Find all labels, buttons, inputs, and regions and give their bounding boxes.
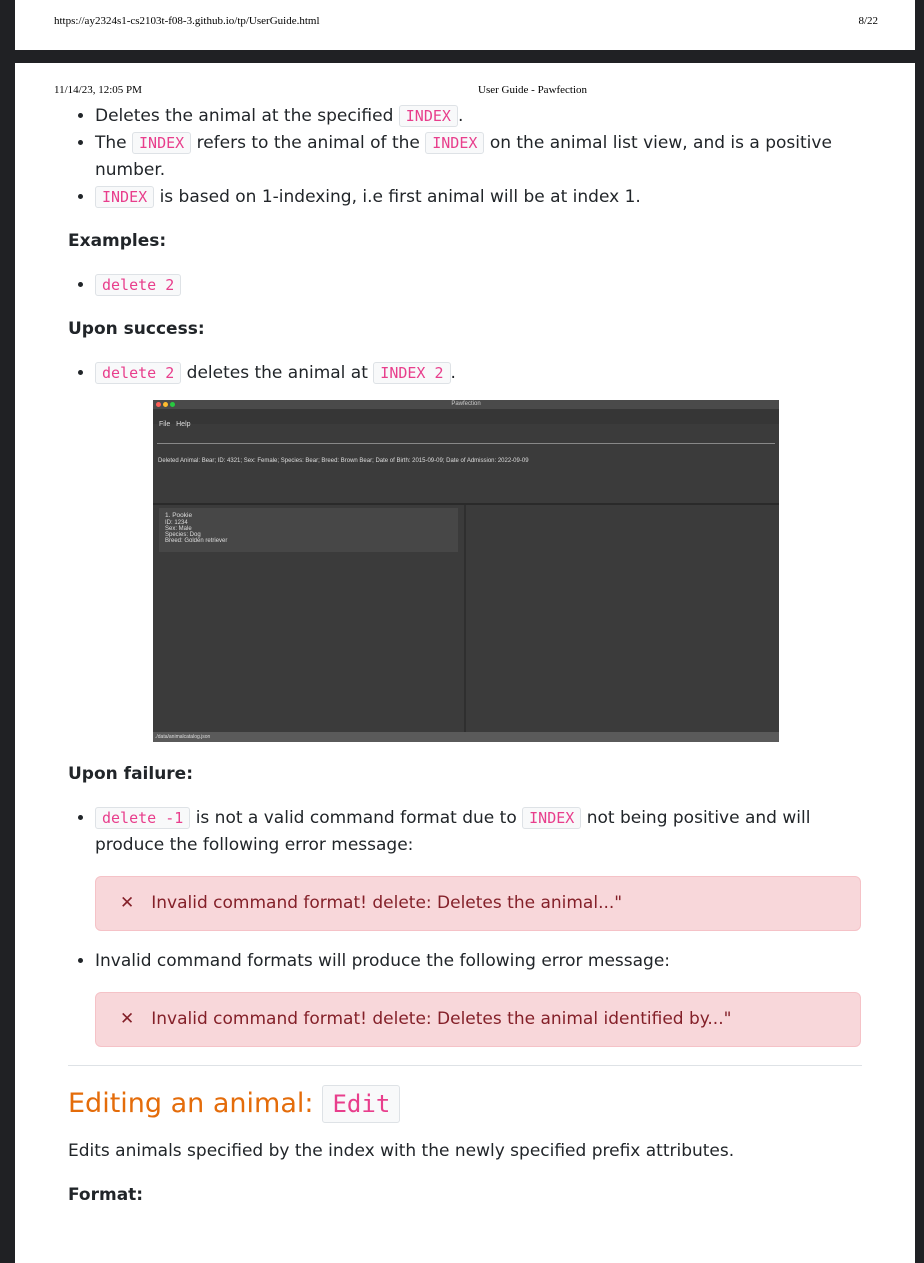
edit-description: Edits animals specified by the index with the newly specified prefix attributes. <box>68 1141 735 1161</box>
result-display: Deleted Animal: Bear; ID: 4321; Sex: Female; Species: Bear; Breed: Brown Bear; Date of Birth: 2015-09-09; Date of Admission: 2022-09-09 <box>158 458 529 464</box>
animal-card: 1. Pookie ID: 1234 Sex: Male Species: Dog Breed: Golden retriever <box>159 508 458 552</box>
app-menubar <box>153 409 779 428</box>
command-box <box>157 430 775 444</box>
menu-help: Help <box>176 421 191 428</box>
success-list <box>68 360 862 387</box>
print-datetime: 11/14/23, 12:05 PM <box>54 84 142 96</box>
inline-code: INDEX <box>95 186 154 208</box>
failure-heading: Upon failure: <box>68 764 194 784</box>
error-alert <box>95 876 861 931</box>
inline-code: delete 2 <box>95 274 181 296</box>
inline-code: INDEX 2 <box>373 362 450 384</box>
error-message: Invalid command format! delete: Deletes the animal identified by..." <box>151 1009 732 1029</box>
list-item: • INDEX is based on 1-indexing, i.e first animal will be at index 1. <box>95 184 862 211</box>
list-item <box>95 272 862 299</box>
document-page <box>15 63 915 1263</box>
inline-code: INDEX <box>399 105 458 127</box>
success-screenshot <box>153 400 779 742</box>
animal-list-pane <box>153 505 466 734</box>
inline-code: INDEX <box>522 807 581 829</box>
menu-file: File <box>159 421 171 428</box>
page-content <box>68 103 862 1209</box>
list-item: • delete 2 deletes the animal at INDEX 2 . <box>95 360 862 387</box>
inline-code: delete -1 <box>95 807 190 829</box>
app-title: Pawfection <box>451 401 481 407</box>
status-bar: ./data/animalcatalog.json <box>153 732 779 742</box>
close-icon: ✕ <box>120 1009 135 1029</box>
previous-page-footer <box>15 0 915 50</box>
failure-list-2 <box>68 948 862 975</box>
section-divider <box>68 1065 862 1066</box>
inline-code: INDEX <box>425 132 484 154</box>
window-controls <box>156 402 177 411</box>
list-item: • delete -1 is not a valid command format due to INDEX not being positive and will produce the following error message: <box>95 805 862 859</box>
examples-list <box>68 272 862 299</box>
format-heading: Format: <box>68 1185 144 1205</box>
list-item: • Invalid command formats will produce the following error message: <box>95 948 862 975</box>
edit-section-heading: Editing an animal: Edit <box>68 1084 862 1124</box>
examples-heading: Examples: <box>68 231 167 251</box>
success-heading: Upon success: <box>68 319 205 339</box>
failure-list <box>68 805 862 859</box>
close-icon: ✕ <box>120 893 135 913</box>
app-titlebar <box>153 400 779 409</box>
app-panes <box>153 503 779 734</box>
list-item: • Deletes the animal at the specified INDEX . <box>95 103 862 130</box>
print-title: User Guide - Pawfection <box>478 84 588 96</box>
page-url: https://ay2324s1-cs2103t-f08-3.github.io/tp/UserGuide.html <box>54 15 320 27</box>
inline-code: INDEX <box>132 132 191 154</box>
inline-code: delete 2 <box>95 362 181 384</box>
list-item: • The INDEX refers to the animal of the INDEX on the animal list view, and is a positive number. <box>95 130 862 184</box>
error-alert <box>95 992 861 1047</box>
error-message: Invalid command format! delete: Deletes the animal..." <box>151 893 623 913</box>
delete-description-list <box>68 103 862 211</box>
page-number: 8/22 <box>858 15 878 27</box>
inline-code: Edit <box>322 1085 400 1123</box>
